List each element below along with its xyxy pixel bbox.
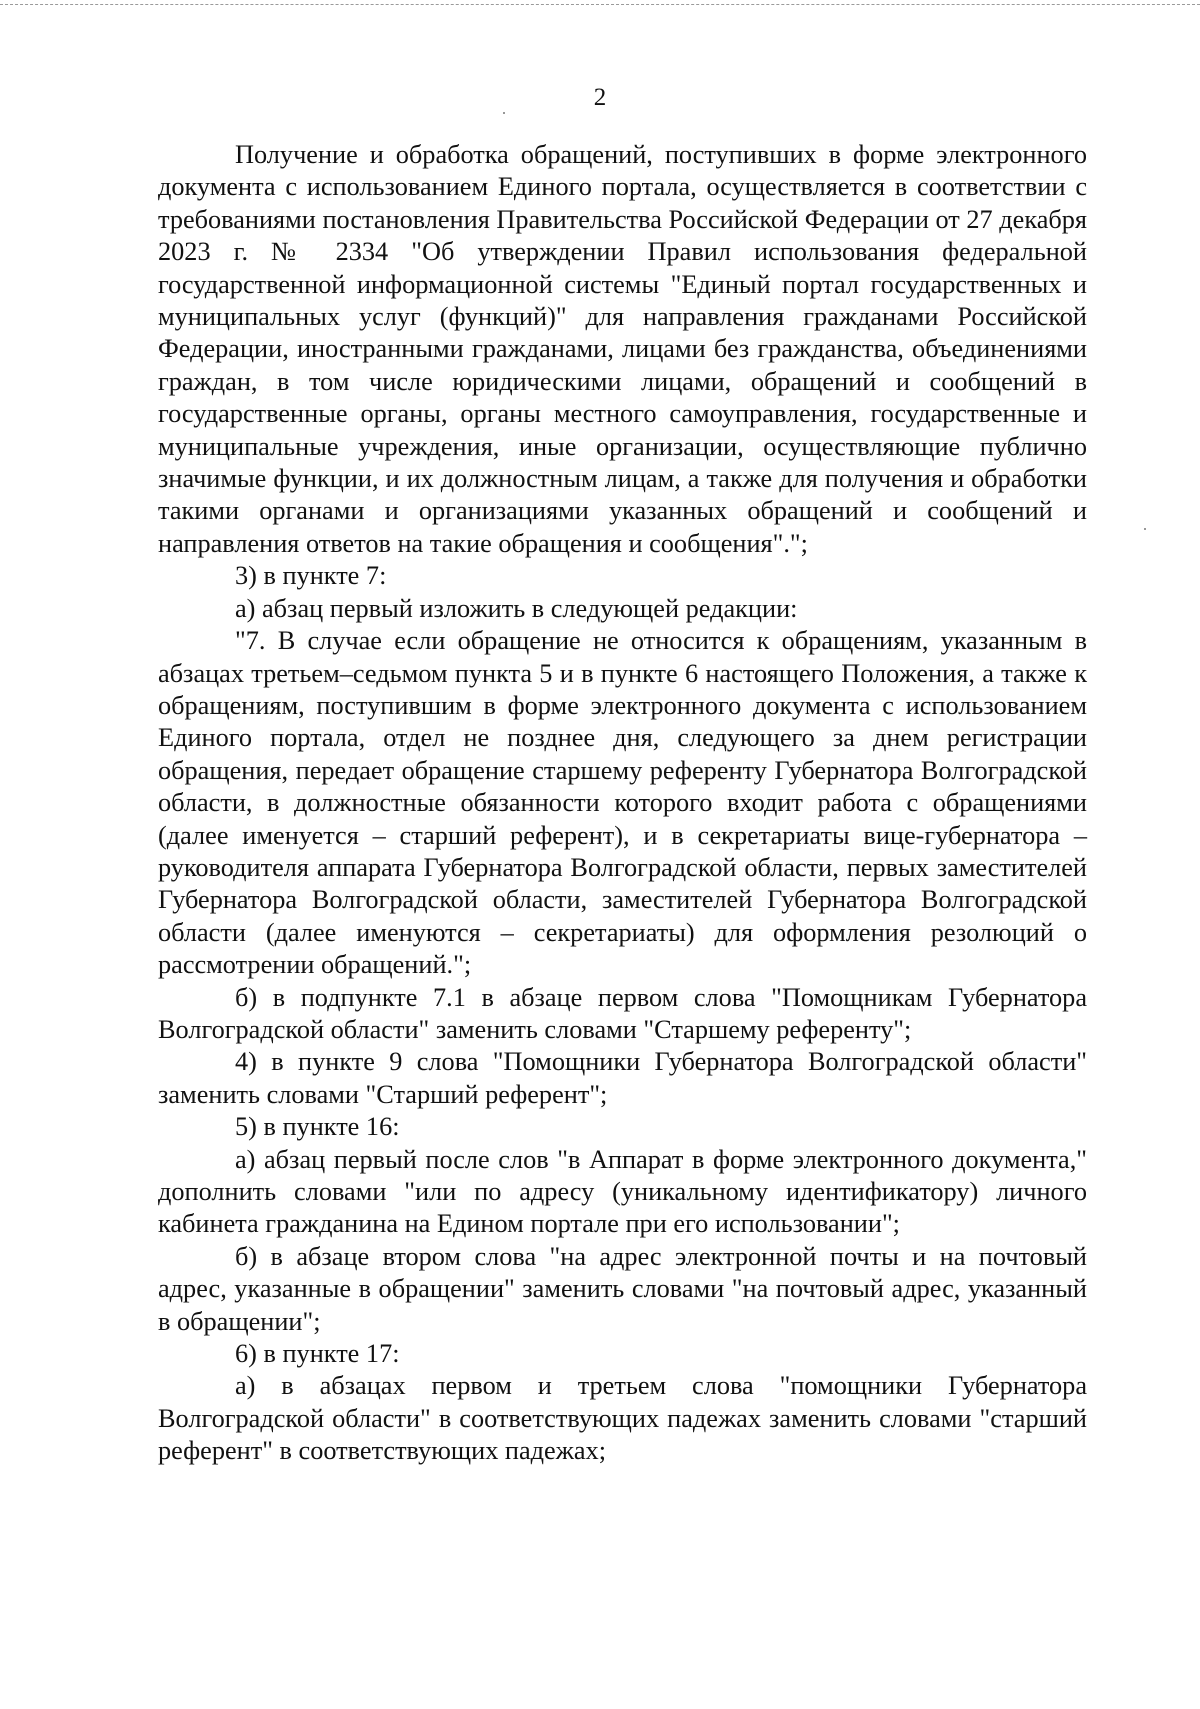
paragraph-item-3: 3) в пункте 7:	[235, 561, 387, 591]
paragraph-point-7-text: "7. В случае если обращение не относится к обращениям, указанным в абзацах третьем–седьмом пункта 5 и в пункте 6 настоящего Положения, а также к обращениям, поступившим в форме электронного документа с использованием Единого портала, отдел не позднее дня, следующего за днем регистрации обращения, передает обращение старшему референту Губернатора Волгоградской области, в должностные обязанности которого входит работа с обращениями (далее именуется – старший референт), и в секретариаты вице-губернатора – руководителя аппарата Губернатора Волгоградской области, первых заместителей Губернатора Волгоградской области, заместителей Губернатора Волгоградской области (далее именуются – секретариаты) для оформления резолюций о рассмотрении обращений.";	[158, 626, 1087, 980]
page-number: 2	[593, 84, 607, 111]
paragraph-item-3a: а) абзац первый изложить в следующей редакции:	[235, 593, 798, 623]
document-body	[158, 139, 1087, 1468]
paragraph-item-5: 5) в пункте 16:	[235, 1112, 400, 1142]
paragraph-item-6: 6) в пункте 17:	[235, 1339, 400, 1369]
paragraph-item-5b: б) в абзаце втором слова "на адрес электронной почты и на почтовый адрес, указанные в обращении" заменить словами "на почтовый адрес, указанный в обращении";	[158, 1241, 1087, 1336]
paragraph-item-4: 4) в пункте 9 слова "Помощники Губернатора Волгоградской области" заменить словами "Старший референт";	[158, 1047, 1087, 1109]
paragraph-item-3b: б) в подпункте 7.1 в абзаце первом слова "Помощникам Губернатора Волгоградской области" заменить словами "Старшему референту";	[158, 982, 1087, 1044]
paragraph-item-6a: а) в абзацах первом и третьем слова "помощники Губернатора Волгоградской области" в соответствующих падежах заменить словами "старший референт" в соответствующих падежах;	[158, 1371, 1087, 1466]
scan-speck	[503, 112, 505, 114]
scan-speck	[1144, 528, 1146, 530]
paragraph-portal-processing: Получение и обработка обращений, поступивших в форме электронного документа с использованием Единого портала, осуществляется в соответствии с требованиями постановления Правительства Российской Федерации от 27 декабря 2023 г. № 2334 "Об утверждении Правил использования федеральной государственной информационной системы "Единый портал государственных и муниципальных услуг (функций)" для направления гражданами Российской Федерации, иностранными гражданами, лицами без гражданства, объединениями граждан, в том числе юридическими лицами, обращений и сообщений в государственные органы, органы местного самоуправления, государственные и муниципальные учреждения, иные организации, осуществляющие публично значимые функции, и их должностным лицам, а также для получения и обработки такими органами и организациями указанных обращений и сообщений и направления ответов на такие обращения и сообщения".";	[158, 140, 1087, 558]
paragraph-item-5a: а) абзац первый после слов "в Аппарат в форме электронного документа," дополнить словами "или по адресу (уникальному идентификатору) личного кабинета гражданина на Едином портале при его использовании";	[158, 1144, 1087, 1239]
scan-edge-line	[0, 4, 1200, 5]
